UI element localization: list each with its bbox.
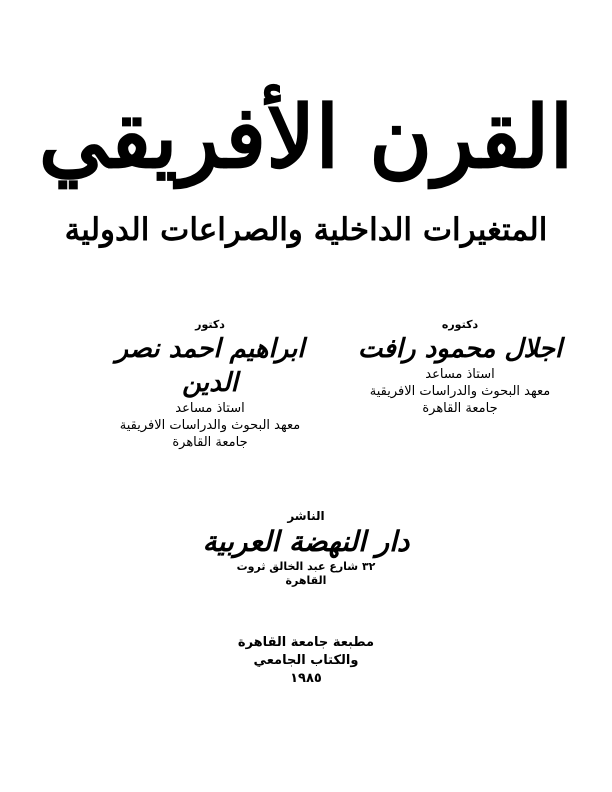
- publisher-name: دار النهضة العربية: [202, 525, 410, 558]
- book-subtitle: المتغيرات الداخلية والصراعات الدولية: [64, 212, 548, 248]
- author-block-2: [105, 318, 315, 451]
- printer-block: [0, 634, 612, 688]
- author-degree: دكتوره: [441, 318, 479, 331]
- book-title: القرن الأفريقي: [38, 87, 574, 188]
- author-position: استاذ مساعد: [175, 401, 245, 416]
- publisher-label: الناشر: [287, 509, 325, 523]
- author-degree: دكتور: [195, 318, 225, 331]
- author-block-1: [340, 318, 580, 417]
- author-name: اجلال محمود رافت: [357, 334, 563, 364]
- printer-line2: والكتاب الجامعي: [253, 653, 359, 668]
- author-position: استاذ مساعد: [425, 367, 495, 382]
- publisher-block: [0, 508, 612, 588]
- publisher-city: القاهرة: [285, 574, 327, 587]
- publisher-address: ٣٢ شارع عبد الخالق ثروت: [236, 560, 376, 573]
- author-name: ابراهيم احمد نصر الدين: [115, 334, 305, 398]
- publication-year: ١٩٨٥: [290, 671, 322, 686]
- author-institute: معهد البحوث والدراسات الافريقية: [119, 418, 301, 433]
- author-institute: معهد البحوث والدراسات الافريقية: [369, 384, 551, 399]
- author-university: جامعة القاهرة: [422, 401, 498, 416]
- author-university: جامعة القاهرة: [172, 435, 248, 450]
- printer-name: مطبعة جامعة القاهرة: [237, 635, 375, 650]
